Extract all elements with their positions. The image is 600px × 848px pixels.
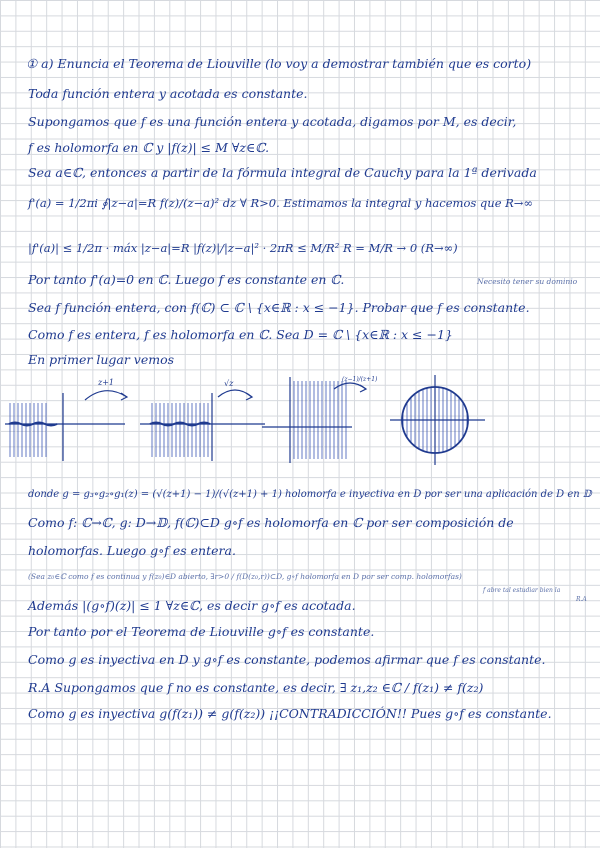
pencil-remark: (Sea z₀∈ℂ como f es continua y f(z₀)∈D abierto, ∃r>0 / f(D(z₀,r))⊂D, g∘f holomorfa en D por ser comp. holomorfas) <box>28 572 462 581</box>
hatch-region <box>152 403 208 457</box>
figure-negative-axis <box>140 375 270 465</box>
contradiction-line: Como g es inyectiva g(f(z₁)) ≠ g(f(z₂)) ¡¡CONTRADICCIÓN!! Pues g∘f es constante. <box>28 706 552 721</box>
figure-unit-disk <box>385 370 495 470</box>
solution-line-2: En primer lugar vemos <box>28 352 175 367</box>
estimate-line: |f'(a)| ≤ 1/2π · máx |z−a|=R |f(z)|/|z−a|² · 2πR ≤ M/R² R = M/R → 0 (R→∞) <box>28 241 458 255</box>
figure-2-label: √z <box>224 379 234 388</box>
proof-line-2: f es holomorfa en ℂ y |f(z)| ≤ M ∀z∈ℂ. <box>28 140 270 155</box>
problem-statement: Sea f función entera, con f(ℂ) ⊂ ℂ \ {x∈ℝ : x ≤ −1}. Probar que f es constante. <box>28 300 530 315</box>
injective-line: Como g es inyectiva en D y g∘f es constante, podemos afirmar que f es constante. <box>28 652 546 667</box>
holomorphy-line-2: holomorfas. Luego g∘f es entera. <box>28 543 236 558</box>
composition-definition: donde g = g₃∘g₂∘g₁(z) = (√(z+1) − 1)/(√(z+1) + 1) holomorfa e inyectiva en D por ser una aplicación de D en 𝔻 <box>28 489 592 500</box>
conclusion-line: Por tanto f'(a)=0 en ℂ. Luego f es constante en ℂ. <box>28 272 345 287</box>
absurd-line: R.A Supongamos que f no es constante, es decir, ∃ z₁,z₂ ∈ℂ / f(z₁) ≠ f(z₂) <box>28 680 484 695</box>
proof-line-1: Supongamos que f es una función entera y acotada, digamos por M, es decir, <box>28 114 517 129</box>
figure-1-label: z+1 <box>98 378 115 387</box>
pencil-remark-tail-2: R.A <box>576 596 587 603</box>
holomorphy-line-1: Como f: ℂ→ℂ, g: D→𝔻, f(ℂ)⊂D g∘f es holomorfa en ℂ por ser composición de <box>28 515 514 530</box>
margin-note: Necesito tener su dominio <box>477 277 578 286</box>
solution-line-1: Como f es entera, f es holomorfa en ℂ. Sea D = ℂ \ {x∈ℝ : x ≤ −1} <box>28 327 453 342</box>
figure-slit-plane <box>5 375 135 465</box>
proof-line-3: Sea a∈ℂ, entonces a partir de la fórmula integral de Cauchy para la 1ª derivada <box>28 165 537 180</box>
exercise-heading: ① a) Enuncia el Teorema de Liouville (lo voy a demostrar también que es corto) <box>26 56 532 71</box>
bounded-line: Además |(g∘f)(z)| ≤ 1 ∀z∈ℂ, es decir g∘f es acotada. <box>28 598 356 613</box>
hatch-region <box>10 403 46 457</box>
cauchy-formula: f'(a) = 1/2πi ∮|z−a|=R f(z)/(z−a)² dz ∀ R>0. Estimamos la integral y hacemos que R→∞ <box>28 196 534 210</box>
figure-3-label: (z−1)/(z+1) <box>342 376 378 383</box>
liouville-line: Por tanto por el Teorema de Liouville g∘f es constante. <box>28 624 375 639</box>
hatch-region <box>294 381 346 459</box>
figure-half-plane <box>262 375 382 465</box>
pencil-remark-tail: f abre tal estudiar bien la <box>483 587 561 594</box>
theorem-statement: Toda función entera y acotada es constante. <box>28 86 308 101</box>
